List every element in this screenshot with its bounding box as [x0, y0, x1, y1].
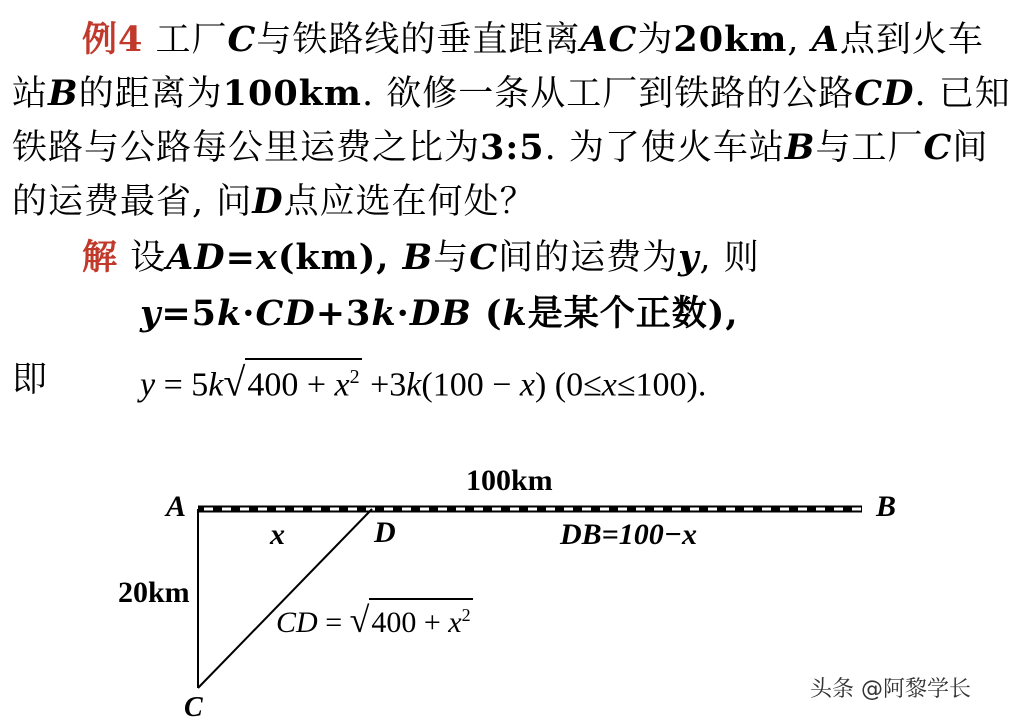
label-B: B: [876, 490, 897, 523]
label-20km: 20km: [118, 576, 190, 609]
solution-line-1: 解 设AD=x(km), B与C间的运费为y, 则: [82, 237, 760, 278]
cd-formula: CD = $√400 + x^2$: [276, 600, 471, 640]
sqrt-sign: √: [223, 359, 246, 405]
problem-line-1: 例4 工厂C与铁路线的垂直距离AC为20km, A点到火车: [82, 19, 984, 60]
problem-line-3: 铁路与公路每公里运费之比为3:5. 为了使火车站B与工厂C间: [12, 127, 989, 168]
label-A: A: [166, 490, 187, 523]
label-DB: DB=100−x: [560, 518, 697, 551]
label-x: x: [270, 518, 285, 551]
solution-line-2: y=5k·CD+3k·DB (k是某个正数),: [140, 293, 739, 334]
label-C: C: [184, 692, 203, 723]
solution-label: 解: [82, 237, 119, 278]
radicand: $400 + x^2$: [245, 358, 361, 402]
problem-line-4: 的运费最省, 问D点应选在何处？: [12, 181, 536, 222]
watermark: 头条 @阿黎学长: [810, 677, 971, 702]
cost-formula: $y = 5k√400 + x^2 +3k(100 - x)$ (0≤x≤100).: [140, 359, 707, 405]
cd-radicand: $400 + x^2$: [369, 598, 472, 638]
example-label: 例4: [82, 19, 144, 60]
sqrt-sign-cd: √: [349, 600, 370, 640]
label-D: D: [374, 516, 396, 549]
label-100km: 100km: [466, 464, 553, 497]
problem-line-2: 站B的距离为100km. 欲修一条从工厂到铁路的公路CD. 已知: [12, 73, 1011, 114]
ji-label: 即: [12, 360, 49, 400]
